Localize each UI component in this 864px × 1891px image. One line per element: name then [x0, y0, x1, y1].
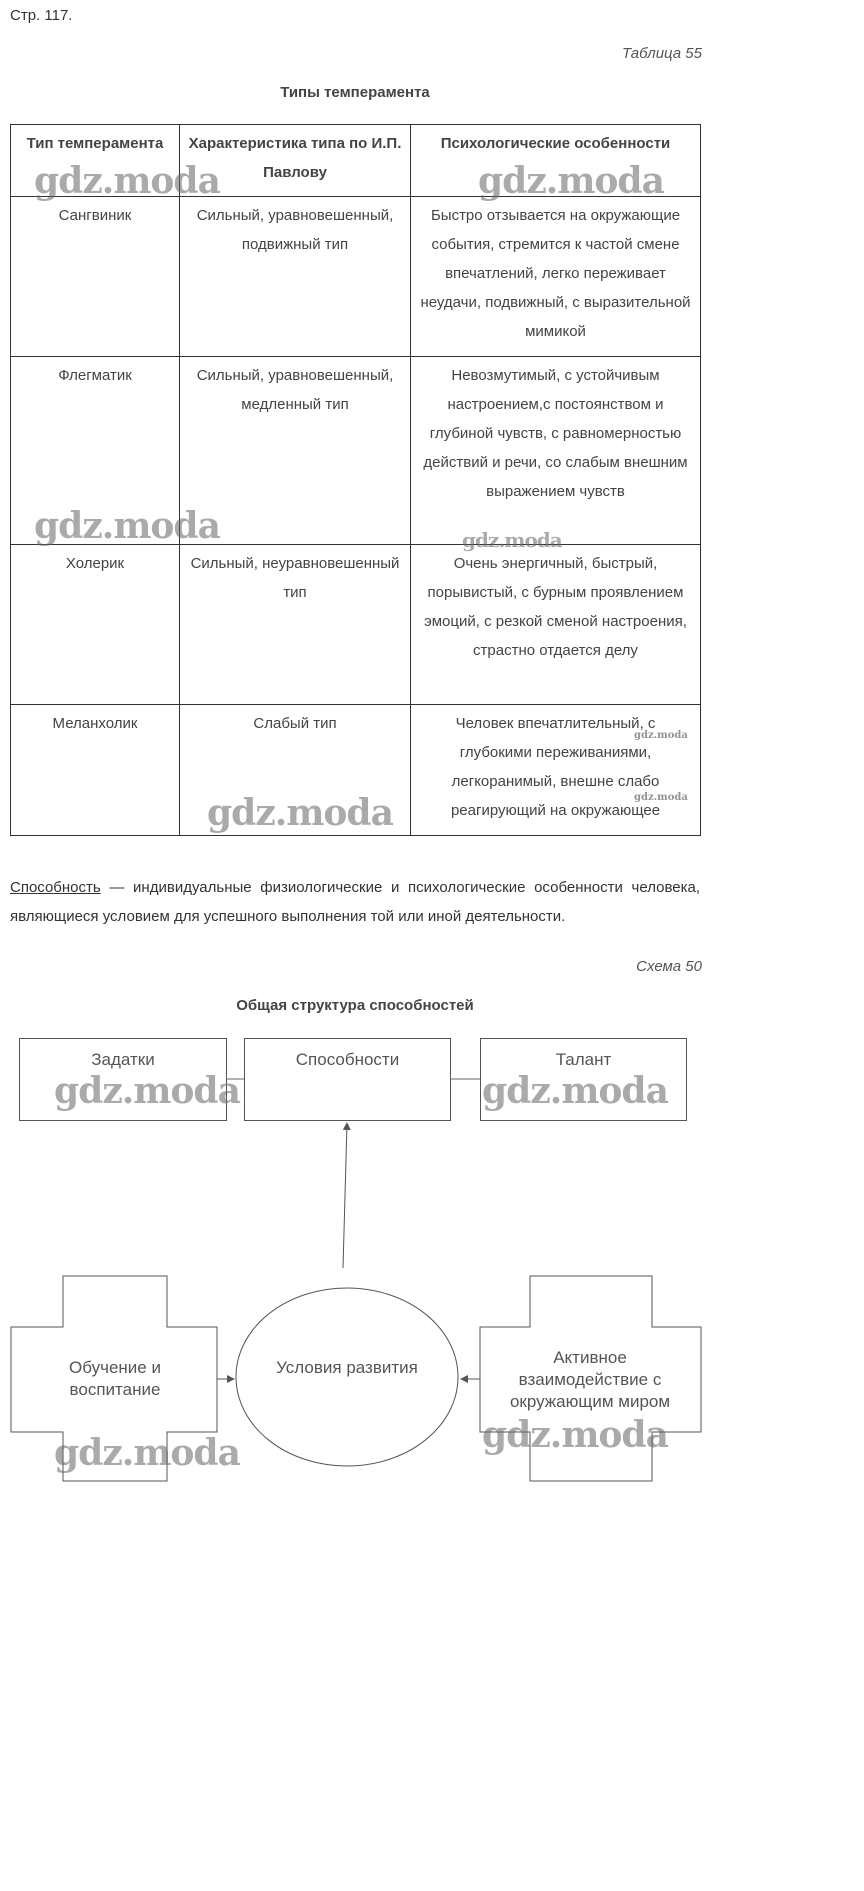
- watermark: gdz.moda: [54, 1070, 240, 1112]
- scheme-label: Схема 50: [636, 958, 702, 975]
- cell-features: Очень энергичный, быстрый, порывистый, с бурным проявлением эмоций, с резкой сменой настроения, страстно отдается делу: [411, 545, 701, 705]
- cell-pavlov: Сильный, неуравновешенный тип: [180, 545, 411, 705]
- table-header-row: [11, 125, 701, 197]
- page-reference: Стр. 117.: [10, 7, 73, 24]
- cell-features: Быстро отзывается на окружающие события, стремится к частой смене впечатлений, легко переживает неудачи, подвижный, с выразительной мимикой: [411, 197, 701, 357]
- node-label-conditions: Условия развития: [276, 1358, 418, 1377]
- watermark: gdz.moda: [482, 1414, 668, 1456]
- watermark: gdz.moda: [634, 792, 688, 803]
- definition-paragraph: [10, 873, 700, 931]
- cell-type: Меланхолик: [11, 705, 180, 836]
- column-header: Тип темперамента: [11, 125, 180, 197]
- node-talent: [480, 1038, 687, 1121]
- node-label-interaction: Активное взаимодействие с окружающим миром: [509, 1348, 671, 1411]
- cell-type: Сангвиник: [11, 197, 180, 357]
- table-row: [11, 545, 701, 705]
- table-row: [11, 197, 701, 357]
- node-label: Способности: [295, 1050, 400, 1069]
- cell-type: Флегматик: [11, 357, 180, 545]
- node-label-training: Обучение и воспитание: [69, 1358, 161, 1399]
- column-header: Психологические особенности: [411, 125, 701, 197]
- scheme-title: Общая структура способностей: [236, 997, 474, 1014]
- watermark: gdz.moda: [34, 505, 220, 547]
- cell-pavlov: Слабый тип: [180, 705, 411, 836]
- cell-pavlov: Сильный, уравновешенный, подвижный тип: [180, 197, 411, 357]
- node-abilities: [244, 1038, 451, 1121]
- cell-pavlov: Сильный, уравновешенный, медленный тип: [180, 357, 411, 545]
- temperament-table: [10, 124, 701, 836]
- watermark: gdz.moda: [482, 1070, 668, 1112]
- watermark: gdz.moda: [34, 160, 220, 202]
- watermark: gdz.moda: [462, 528, 562, 552]
- table-title: Типы темперамента: [280, 84, 430, 101]
- cell-features: Невозмутимый, с устойчивым настроением,с постоянством и глубиной чувств, с равномерностью действий и речи, со слабым внешним выражением чувств: [411, 357, 701, 545]
- node-label: Талант: [555, 1050, 612, 1069]
- table-row: [11, 705, 701, 836]
- definition-text: — индивидуальные физиологические и психологические особенности человека, являющиеся условием для успешного выполнения той или иной деятельности.: [10, 879, 700, 925]
- cell-features: Человек впечатлительный, с глубокими переживаниями, легкоранимый, внешне слабо реагирующий на окружающее: [411, 705, 701, 836]
- cell-type: Холерик: [11, 545, 180, 705]
- watermark: gdz.moda: [478, 160, 664, 202]
- arrow-to-abilities: [343, 1123, 347, 1268]
- table-label: Таблица 55: [621, 45, 702, 62]
- watermark: gdz.moda: [634, 730, 688, 741]
- column-header: Характеристика типа по И.П. Павлову: [180, 125, 411, 197]
- node-inclinations: [19, 1038, 227, 1121]
- watermark: gdz.moda: [207, 792, 393, 834]
- definition-term: Способность: [10, 879, 101, 896]
- table-row: [11, 357, 701, 545]
- node-label: Задатки: [91, 1050, 155, 1069]
- watermark: gdz.moda: [54, 1432, 240, 1474]
